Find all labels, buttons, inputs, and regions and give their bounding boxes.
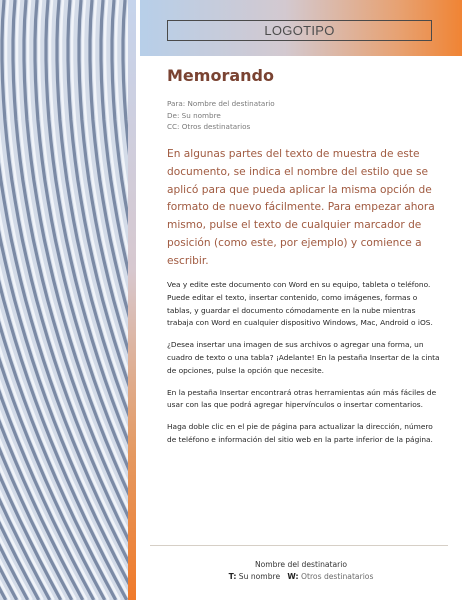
from-line[interactable]: De: Su nombre <box>167 110 221 120</box>
header-band <box>140 0 462 56</box>
memo-recipients <box>167 98 275 133</box>
page-footer[interactable] <box>140 559 462 582</box>
snow-texture-image <box>0 0 128 600</box>
footer-w-label: W: <box>287 571 299 581</box>
footer-t-label: T: <box>228 571 237 581</box>
body-paragraph[interactable]: Vea y edite este documento con Word en su equipo, tableta o teléfono. Puede editar el texto, insertar contenido, como imágenes, formas o tablas, y guardar el documento cómodamente en la nube mientras trabaja con Word en cualquier dispositivo Windows, Mac, Android o iOS. <box>167 280 433 328</box>
lead-paragraph[interactable]: En algunas partes del texto de muestra de este documento, se indica el nombre del estilo que se aplicó para que pueda aplicar la misma opción de formato de nuevo fácilmente. Para empezar ahora mismo, pulse el texto de cualquier marcador de posición (como este, por ejemplo) y comience a escribir. <box>167 148 435 267</box>
snow-ridges-graphic <box>0 0 128 600</box>
cc-line[interactable]: CC: Otros destinatarios <box>167 122 251 131</box>
accent-gradient-bar <box>128 0 136 600</box>
footer-name: Nombre del destinatario <box>254 560 348 569</box>
body-paragraph[interactable]: ¿Desea insertar una imagen de sus archivos o agregar una forma, un cuadro de texto o una tabla? ¡Adelante! En la pestaña Insertar de la cinta de opciones, pulse la opción que necesite. <box>167 340 440 375</box>
body-text <box>167 279 443 456</box>
footer-contact <box>140 571 462 583</box>
footer-t-value: Su nombre <box>238 571 281 581</box>
body-paragraph[interactable]: En la pestaña Insertar encontrará otras herramientas aún más fáciles de usar con las que podrá agregar hipervínculos o insertar comentarios. <box>167 387 437 410</box>
body-paragraph[interactable]: Haga doble clic en el pie de página para actualizar la dirección, número de teléfono e información del sitio web en la parte inferior de la página. <box>167 422 433 444</box>
to-line[interactable]: Para: Nombre del destinatario <box>167 99 275 108</box>
logo-placeholder[interactable]: LOGOTIPO <box>167 20 432 41</box>
footer-w-value: Otros destinatarios <box>301 571 374 581</box>
memo-title[interactable]: Memorando <box>167 66 274 85</box>
footer-divider <box>150 545 448 546</box>
